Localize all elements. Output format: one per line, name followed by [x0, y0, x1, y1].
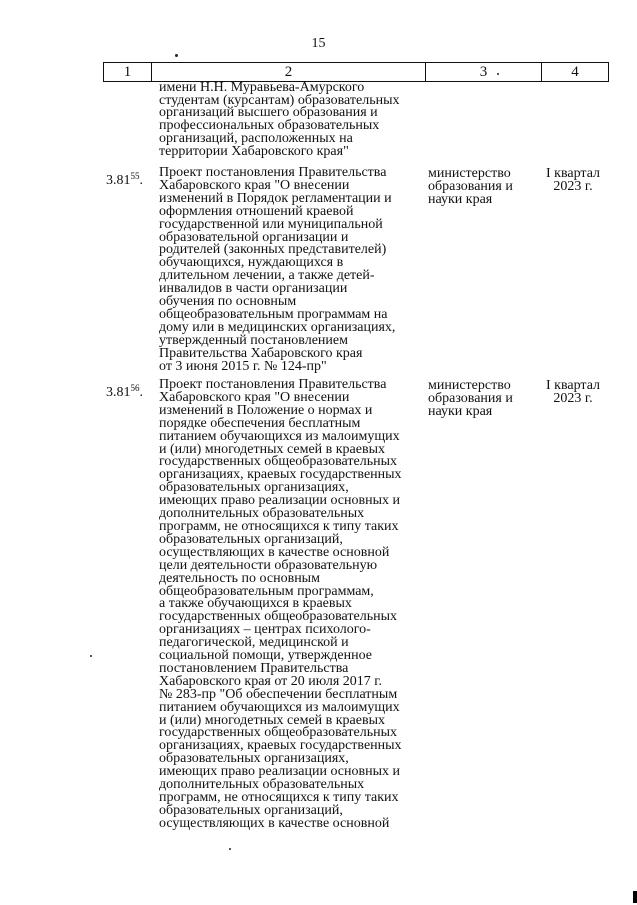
row-number-suffix: . — [139, 173, 143, 188]
row-responsible: министерство образования и науки края — [428, 166, 513, 207]
row-number-superscript: 56 — [130, 383, 140, 393]
row-number-suffix: . — [139, 385, 143, 400]
table-header — [103, 62, 609, 82]
row-responsible: министерство образования и науки края — [428, 378, 513, 419]
header-col-1: 1 — [104, 63, 152, 82]
row-description: Проект постановления Правительства Хабаровского края "О внесении изменений в Положение о нормах и порядке обеспечения бесплатным питанием обучающихся из малоимущих и (или) многодетных семей в краевых государственных общеобразовательных организациях, краевых государственных образовательных организациях, имеющих право реализации основных и дополнительных образовательных программ, не относящихся к типу таких образовательных организаций, осуществляющих в качестве основной цели деятельности образовательную деятельность по основным общеобразовательным программам, а также обучающихся в краевых государственных общеобразовательных организациях – центрах психолого- педагогической, медицинской и социальной помощи, утвержденное постановлением Правительства Хабаровского края от 20 июля 2017 г. № 283-пр "Об обеспечении бесплатным питанием обучающихся из малоимущих и (или) многодетных семей в краевых государственных общеобразовательных организациях, краевых государственных образовательных организациях, имеющих право реализации основных и дополнительных образовательных программ, не относящихся к типу таких образовательных организаций, осуществляющих в качестве основной — [159, 377, 402, 831]
row-term: I квартал 2023 г. — [545, 166, 601, 194]
scan-speck — [229, 848, 231, 850]
row-number-superscript: 55 — [130, 171, 140, 181]
row-term: I квартал 2023 г. — [545, 378, 601, 406]
scan-speck — [175, 54, 178, 57]
row-number — [106, 382, 143, 399]
row-description: Проект постановления Правительства Хабаровского края "О внесении изменений в Порядок регламентации и оформления отношений краевой государственной или муниципальной образовательной организации и родителей (законных представителей) обучающихся, нуждающихся в длительном лечении, а также детей- инвалидов в части организации обучения по основным общеобразовательным программам на дому или в медицинских организациях, утвержденный постановлением Правительства Хабаровского края от 3 июня 2015 г. № 124-пр" — [159, 165, 396, 374]
continued-description: имени Н.Н. Муравьева-Амурского студентам (курсантам) образовательных организаций высшего образования и профессиональных образовательных организаций, расположенных на территории Хабаровского края" — [159, 80, 400, 159]
page-number: 15 — [311, 36, 326, 51]
header-col-2: 2 — [152, 63, 426, 82]
row-number-main: 3.81 — [106, 385, 131, 400]
header-col-4: 4 — [542, 63, 609, 82]
row-number-main: 3.81 — [106, 173, 131, 188]
row-number — [106, 170, 143, 187]
header-col-3: 3 — [426, 63, 542, 82]
scan-edge-mark — [633, 891, 637, 903]
scan-speck — [90, 655, 92, 657]
